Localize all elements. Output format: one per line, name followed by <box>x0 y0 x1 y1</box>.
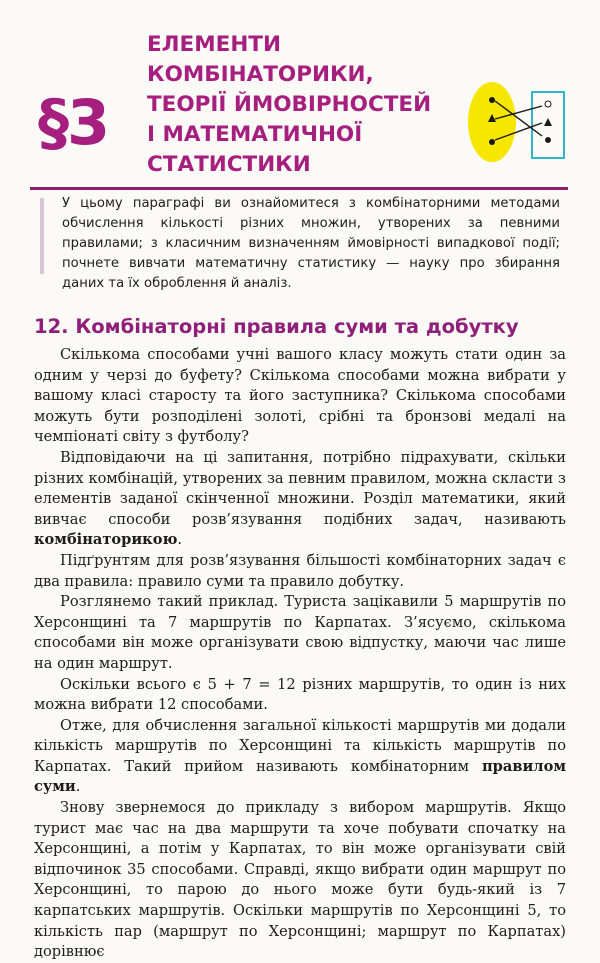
section-heading: 12. Комбінаторні правила суми та добутку <box>34 315 519 338</box>
bold-term: правилом суми <box>34 757 566 796</box>
set-mapping-illustration <box>462 74 574 170</box>
point-open <box>545 101 551 107</box>
chapter-title-line: І МАТЕМАТИЧНОЇ <box>147 122 363 147</box>
body-paragraph <box>34 798 566 963</box>
body-paragraph <box>34 345 566 448</box>
point-filled <box>545 137 551 143</box>
chapter-title-line: КОМБІНАТОРИКИ, <box>147 62 374 87</box>
chapter-title <box>147 30 467 180</box>
paragraph-text: Знову звернемося до прикладу з вибором маршрутів. Якщо турист має час на два маршрути та хоче побувати спочатку на Херсонщині, а потім у Карпатах, то він може організувати свій відпочинок 35 способами. Справді, якщо вибрати один маршрут по Херсонщині, то парою до нього може бути будь-який із 7 карпатських маршрутів. Оскільки маршрутів по Херсонщині 5, то кількість пар (маршрут по Херсонщині; маршрут по Карпатах) дорівнює <box>34 799 566 961</box>
body-paragraph <box>34 592 566 674</box>
intro-side-bar <box>40 198 44 274</box>
bold-term: комбінаторикою <box>34 531 178 549</box>
paragraph-text: Оскільки всього є 5 + 7 = 12 різних маршрутів, то один із них можна вибрати 12 способами. <box>34 675 566 714</box>
paragraph-text: Скількома способами учні вашого класу можуть стати один за одним у черзі до буфету? Скількома способами можна вибрати у вашому класі старосту та його заступника? Скількома способами можуть бути розподілені золоті, срібні та бронзові медалі на чемпіонаті світу з футболу? <box>34 346 566 446</box>
chapter-title-line: СТАТИСТИКИ <box>147 152 311 177</box>
paragraph-text: . <box>75 778 81 796</box>
chapter-title-line: ТЕОРІЇ ЙМОВІРНОСТЕЙ <box>147 92 432 117</box>
paragraph-text: Відповідаючи на ці запитання, потрібно підрахувати, скільки різних комбінацій, утворених за певним правилом, можна скласти з елементів заданої скінченної множини. Розділ математики, який вивчає способи розв’язування подібних задач, називають <box>34 448 566 528</box>
paragraph-text: . <box>177 531 183 549</box>
header-rule <box>30 187 568 190</box>
chapter-title-line: ЕЛЕМЕНТИ <box>147 32 281 57</box>
body-paragraph <box>34 716 566 798</box>
point-filled <box>489 97 495 103</box>
paragraph-text: Розглянемо такий приклад. Туриста зацікавили 5 маршрутів по Херсонщині та 7 маршрутів по Карпатах. З’ясуємо, скількома способами він може організувати свою відпустку, маючи час лише на один маршрут. <box>34 593 566 672</box>
section-number: §3 <box>38 86 109 159</box>
chapter-header <box>0 0 600 200</box>
codomain-points <box>544 101 552 143</box>
body-paragraph <box>34 448 566 551</box>
intro-text: У цьому параграфі ви ознайомитеся з комбінаторними методами обчислення кількості різних множин, утворених за певними правилами; з класичним визначенням ймовірності випадкової події; почнете вивчати математичну статистику — науку про збирання даних та їх оброблення й аналіз. <box>62 196 560 291</box>
body-text <box>34 345 566 963</box>
point-filled <box>489 139 495 145</box>
paragraph-text: Отже, для обчислення загальної кількості маршрутів ми додали кількість маршрутів по Херсонщині та кількість маршрутів по Карпатах. Такий прийом називають комбінаторним <box>34 716 566 775</box>
paragraph-text: Підґрунтям для розв’язування більшості комбінаторних задач є два правила: правило суми та правило добутку. <box>34 551 566 590</box>
triangle-point <box>544 118 552 126</box>
body-paragraph <box>34 675 566 716</box>
body-paragraph <box>34 551 566 592</box>
